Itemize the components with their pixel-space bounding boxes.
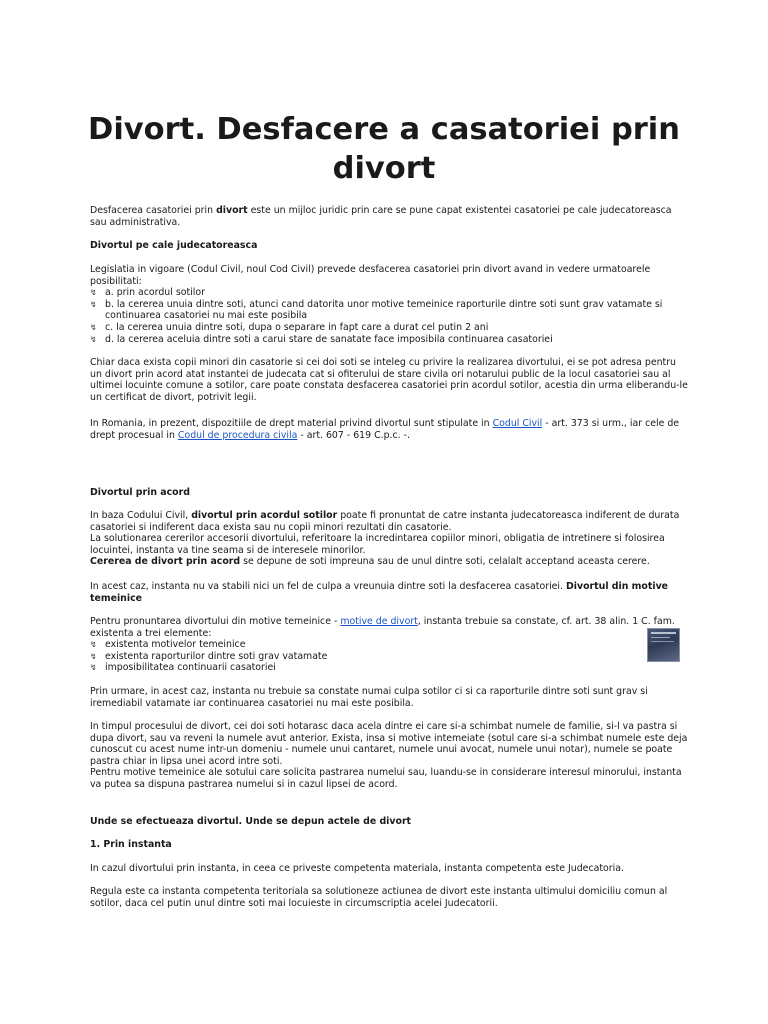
codul-procedura-civila-link[interactable]: Codul de procedura civila [177, 429, 298, 441]
section-heading-judecatoreasca: Divortul pe cale judecatoreasca [90, 240, 258, 251]
legislatia-block [90, 264, 688, 345]
acord-paragraph-3: Cererea de divort prin acord se depune de soti impreuna sau de unul dintre soti, celalalt acceptand aceasta cerere. [90, 556, 650, 568]
codul-civil-link[interactable]: Codul Civil [492, 418, 543, 429]
acord-block [90, 510, 688, 568]
bullet-icon: ↯ [90, 299, 97, 309]
acord-paragraph-2: La solutionarea cererilor accesorii divortului, referitoare la incredintarea copiilor minori, obligatia de intretinere si folosirea locuintei, instanta va tine seama si de interesele minorilor. [90, 533, 665, 556]
motive-block [90, 616, 688, 674]
legislatia-text: Legislatia in vigoare (Codul Civil, noul Cod Civil) prevede desfacerea casatoriei prin divort avand in vedere urmatoarele posibilitati: [90, 264, 651, 287]
intro-text: Desfacerea casatoriei prin [90, 205, 217, 216]
section-heading-instanta: 1. Prin instanta [90, 839, 172, 850]
nume-paragraph-1: In timpul procesului de divort, cei doi soti hotarasc daca acela dintre ei care si-a schimbat numele de familie, si-l va pastra si dupa divort, sau va reveni la numele avut anterior. Exista, insa si motive intemeiate (sotul care si-a schimbat numele este deja cunoscut cu acest nume intr-un domeniu - numele unui cantaret, numele unui avocat, numele unui notar), numele se poate pastra chiar in lipsa unei acord intre soti. [90, 721, 688, 767]
acord-paragraph-1: In baza Codului Civil, divortul prin acordul sotilor poate fi pronuntat de catre instanta judecatoreasca indiferent de durata casatoriei si indiferent daca exista sau nu copii minori rezultati din casatorie. [90, 510, 680, 533]
nume-paragraph-2: Pentru motive temeinice ale sotului care solicita pastrarea numelui sau, luandu-se in considerare interesul minorului, instanta va putea sa dispuna pastrarea numelui si in cazul lipsei de acord. [90, 767, 682, 790]
motive-paragraph: Pentru pronuntarea divortului din motive temeinice - motive de divort, instanta trebuie sa constate, cf. art. 38 alin. 1 C. fam. existenta a trei elemente: [90, 616, 675, 639]
instanta-paragraph-1: In cazul divortului prin instanta, in ceea ce priveste competenta materiala, instanta competenta este Judecatoria. [90, 863, 624, 874]
prin-urmare-paragraph: Prin urmare, in acest caz, instanta nu trebuie sa constate numai culpa sotilor ci si ca raporturile dintre soti sunt grav si iremediabil vatamate iar continuarea casatoriei nu mai este posibila. [90, 686, 648, 709]
bullet-icon: ↯ [90, 334, 97, 344]
bullet-icon: ↯ [90, 651, 97, 661]
instanta-paragraph-2: Regula este ca instanta competenta teritoriala sa solutioneze actiunea de divort este instanta ultimului domiciliu comun al sotilor, daca cel putin unul dintre soti mai locuieste in circumscriptia acelei Judecatorii. [90, 886, 668, 909]
chiar-daca-paragraph: Chiar daca exista copii minori din casatorie si cei doi soti se inteleg cu privire la realizarea divortului, ei se pot adresa pentru un divort prin acord atat instantei de judecata cat si ofiterului de stare civila ori notarului public de la locul casatoriei sau al ultimei locuinte comune a sotilor, care poate constata desfacerea casatoriei prin acordul sotilor, acestia din urma eliberandu-le un certificat de divort, potrivit legii. [90, 357, 688, 403]
list-item: ↯ b. la cererea unuia dintre soti, atunci cand datorita unor motive temeinice raporturile dintre soti sunt grav vatamate si continuarea casatoriei nu mai este posibila [90, 298, 663, 322]
book-thumbnail-icon[interactable] [647, 628, 680, 662]
list-item: ↯ d. la cererea aceluia dintre soti a carui stare de sanatate face imposibila continuarea casatoriei [90, 333, 553, 345]
bullet-icon: ↯ [90, 288, 97, 298]
intro-bold: divort [216, 205, 248, 216]
intro-text-end: este un mijloc juridic prin care se pune capat existentei casatoriei pe cale judecatoreasca sau administrativa. [90, 205, 672, 228]
list-item: ↯ existenta motivelor temeinice [90, 639, 246, 651]
list-item: ↯ a. prin acordul sotilor [90, 287, 205, 299]
list-item: ↯ c. la cererea unuia dintre soti, dupa o separare in fapt care a durat cel putin 2 ani [90, 321, 489, 333]
motive-de-divort-link[interactable]: motive de divort [340, 616, 418, 627]
bullet-icon: ↯ [90, 322, 97, 332]
section-heading-acord: Divortul prin acord [90, 487, 190, 498]
page-title: Divort. Desfacere a casatoriei prin divort [88, 112, 680, 186]
nume-block [90, 721, 688, 791]
culpa-paragraph: In acest caz, instanta nu va stabili nici un fel de culpa a vreunuia dintre soti la desfacerea casatoriei. Divortul din motive temeinice [90, 581, 669, 604]
motive-temeinice-heading: Divortul din motive temeinice [90, 581, 669, 604]
list-item: ↯ existenta raporturilor dintre soti grav vatamate [90, 650, 328, 662]
list-item: ↯ imposibilitatea continuarii casatoriei [90, 662, 276, 674]
bullet-icon: ↯ [90, 663, 97, 673]
section-heading-unde: Unde se efectueaza divortul. Unde se depun actele de divort [90, 816, 412, 827]
intro-paragraph [90, 205, 688, 228]
romania-paragraph: In Romania, in prezent, dispozitiile de drept material privind divortul sunt stipulate in Codul Civil - art. 373 si urm., iar cele de drept procesual in Codul de procedura civila - art. 607 - 619 C.p.c. -. [90, 418, 680, 441]
bullet-icon: ↯ [90, 640, 97, 650]
